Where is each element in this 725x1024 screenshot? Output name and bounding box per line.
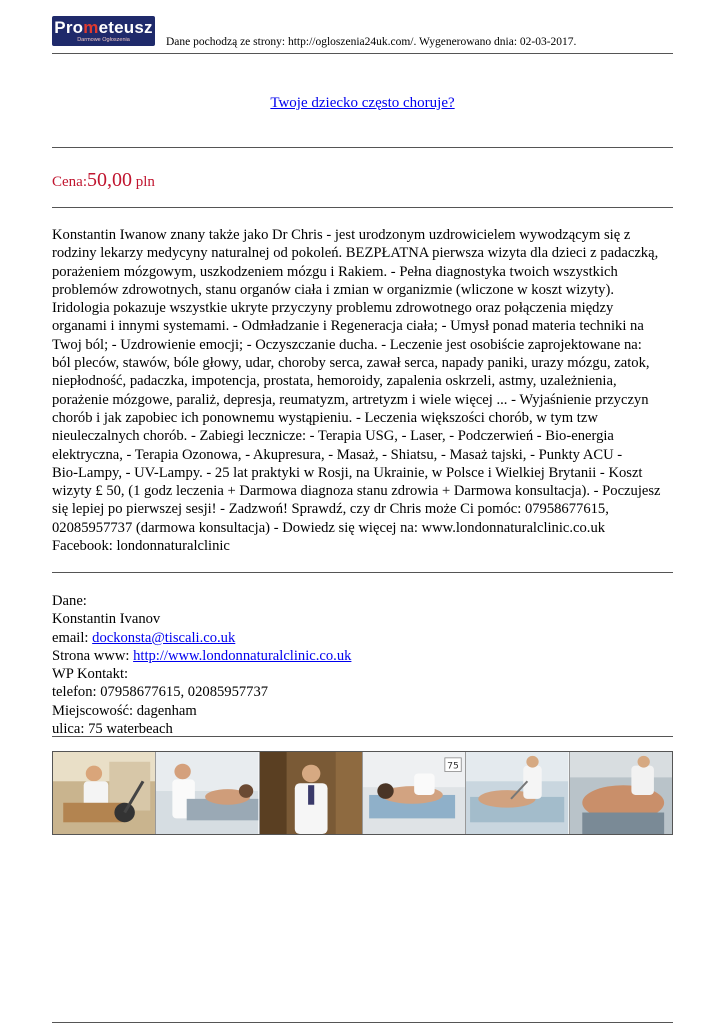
price-currency: pln <box>135 174 155 190</box>
description-line: chorób i jak zapobiec ich ponownemu wystąpieniu. - Leczenia większości chorób, w tym tzw <box>52 409 598 426</box>
contact-phone-row: telefon: 07958677615, 02085957737 <box>52 684 269 701</box>
price <box>52 169 155 193</box>
description-line: porażeniem mózgowym, uszkodzeniem mózgu i Rakiem. - Pełna diagnostyka twoich wszystkich <box>52 263 618 280</box>
contact-city-row: Miejscowość: dagenham <box>52 702 197 719</box>
description-line: elektryczna, - Terapia Ozonowa, - Akupresura, - Masaż, - Shiatsu, - Masaż tajski, - Punkty ACU - <box>52 446 623 463</box>
gallery-photo-5[interactable] <box>466 752 569 834</box>
description-divider <box>52 572 673 573</box>
description-line: Konstantin Iwanow znany także jako Dr Chris - jest urodzonym uzdrowicielem wywodzącym się z <box>52 227 631 243</box>
description-line: się lepiej po pierwszej sesji! - Zadzwoń! Sprawdź, czy dr Chris może Ci pomóc: 07958677615, <box>52 501 609 518</box>
gallery-photo-4[interactable] <box>363 752 466 834</box>
listing-title-link[interactable]: Twoje dziecko często choruje? <box>270 95 455 111</box>
contact-phone: 07958677615, 02085957737 <box>100 684 269 701</box>
description-line: problemów zdrowotnych, stanu organów ciała i zmian w organizmie (wliczone w koszt wizyty). <box>52 281 614 298</box>
description-line: Bio-Lampy, - UV-Lampy. - 25 lat praktyki w Rosji, na Ukrainie, w Polsce i Wielkiej Brytanii - Koszt <box>52 464 643 481</box>
description-line: niepłodność, padaczka, impotencja, prostata, hemoroidy, zapalenia oskrzeli, astmy, uzależnienia, <box>52 373 617 390</box>
description-line: Twoj ból; - Uzdrowienie emocji; - Oczyszczanie ducha. - Leczenie jest osobiście zaprojektowane na: <box>52 336 642 353</box>
contact-heading: Dane: <box>52 593 87 609</box>
description-line: nieuleczalnych chorób. - Zabiegi lecznicze: - Terapia USG, - Laser, - Podczerwień - Bio-energia <box>52 428 614 445</box>
contact-wp-row: WP Kontakt: <box>52 666 129 683</box>
gallery-photo-3[interactable] <box>260 752 363 834</box>
price-amount: 50,00 <box>87 169 132 191</box>
description-line: Iridologia pokazuje wszystkie ukryte przyczyny problemu zdrowotnego oraz połączenia między <box>52 300 614 317</box>
header-divider <box>52 53 673 54</box>
price-divider <box>52 207 673 208</box>
contact-city: dagenham <box>136 702 197 719</box>
contact-street-row: ulica: 75 waterbeach <box>52 721 173 738</box>
description-line: organami i innymi systemami. - Odmładzanie i Regeneracja ciała; - Umysł ponad materia techniki na <box>52 318 644 335</box>
description-line: Facebook: londonnaturalclinic <box>52 538 230 555</box>
door-number-label: 75 <box>447 761 459 772</box>
description-line: rodziny lekarzy medycyny naturalnej od pokoleń. BEZPŁATNA pierwsza wizyta dla dzieci z padaczką, <box>52 245 659 262</box>
contact-website-row: Strona www: http://www.londonnaturalclinic.co.uk <box>52 647 352 664</box>
gallery-photo-1[interactable] <box>53 752 156 834</box>
description-line: ból pleców, stawów, bóle głowy, udar, choroby serca, zawał serca, napady paniki, urazy mózgu, zatok, <box>52 355 650 372</box>
contact-email-row: email: dockonsta@tiscali.co.uk <box>52 629 236 646</box>
description-line: wizyty £ 50, (1 godz leczenia + Darmowa diagnoza stanu zdrowia + Darmowa konsultacja). - Poczujesz <box>52 483 661 500</box>
prometeusz-logo <box>52 16 155 46</box>
contact-email-link[interactable]: dockonsta@tiscali.co.uk <box>92 629 236 646</box>
source-note: Dane pochodzą ze strony: http://ogloszenia24uk.com/. Wygenerowano dnia: 02-03-2017. <box>166 36 577 48</box>
title-divider <box>52 147 673 148</box>
page <box>52 0 673 1024</box>
contact-divider <box>52 736 673 737</box>
gallery-photo-6[interactable] <box>570 752 672 834</box>
logo-tagline: Darmowe Ogłoszenia <box>77 36 130 43</box>
listing-description <box>52 226 673 555</box>
contact-section <box>52 592 673 738</box>
gallery-photo-2[interactable] <box>156 752 259 834</box>
price-label: Cena: <box>52 174 87 190</box>
footer-divider <box>52 1022 673 1023</box>
contact-street: 75 waterbeach <box>88 721 173 738</box>
contact-name: Konstantin Ivanov <box>52 611 161 628</box>
description-line: 02085957737 (darmowa konsultacja) - Dowiedz się więcej na: www.londonnaturalclinic.co.uk <box>52 519 606 536</box>
description-line: porażenie mózgowe, paraliż, depresja, reumatyzm, artretyzm i wiele więcej ... - Wyjaśnienie przyczyn <box>52 391 649 408</box>
contact-website-link[interactable]: http://www.londonnaturalclinic.co.uk <box>133 647 352 664</box>
header <box>52 14 673 54</box>
logo-wordmark: Prometeusz <box>54 17 153 37</box>
photo-gallery <box>52 751 673 835</box>
listing-title <box>52 94 673 112</box>
